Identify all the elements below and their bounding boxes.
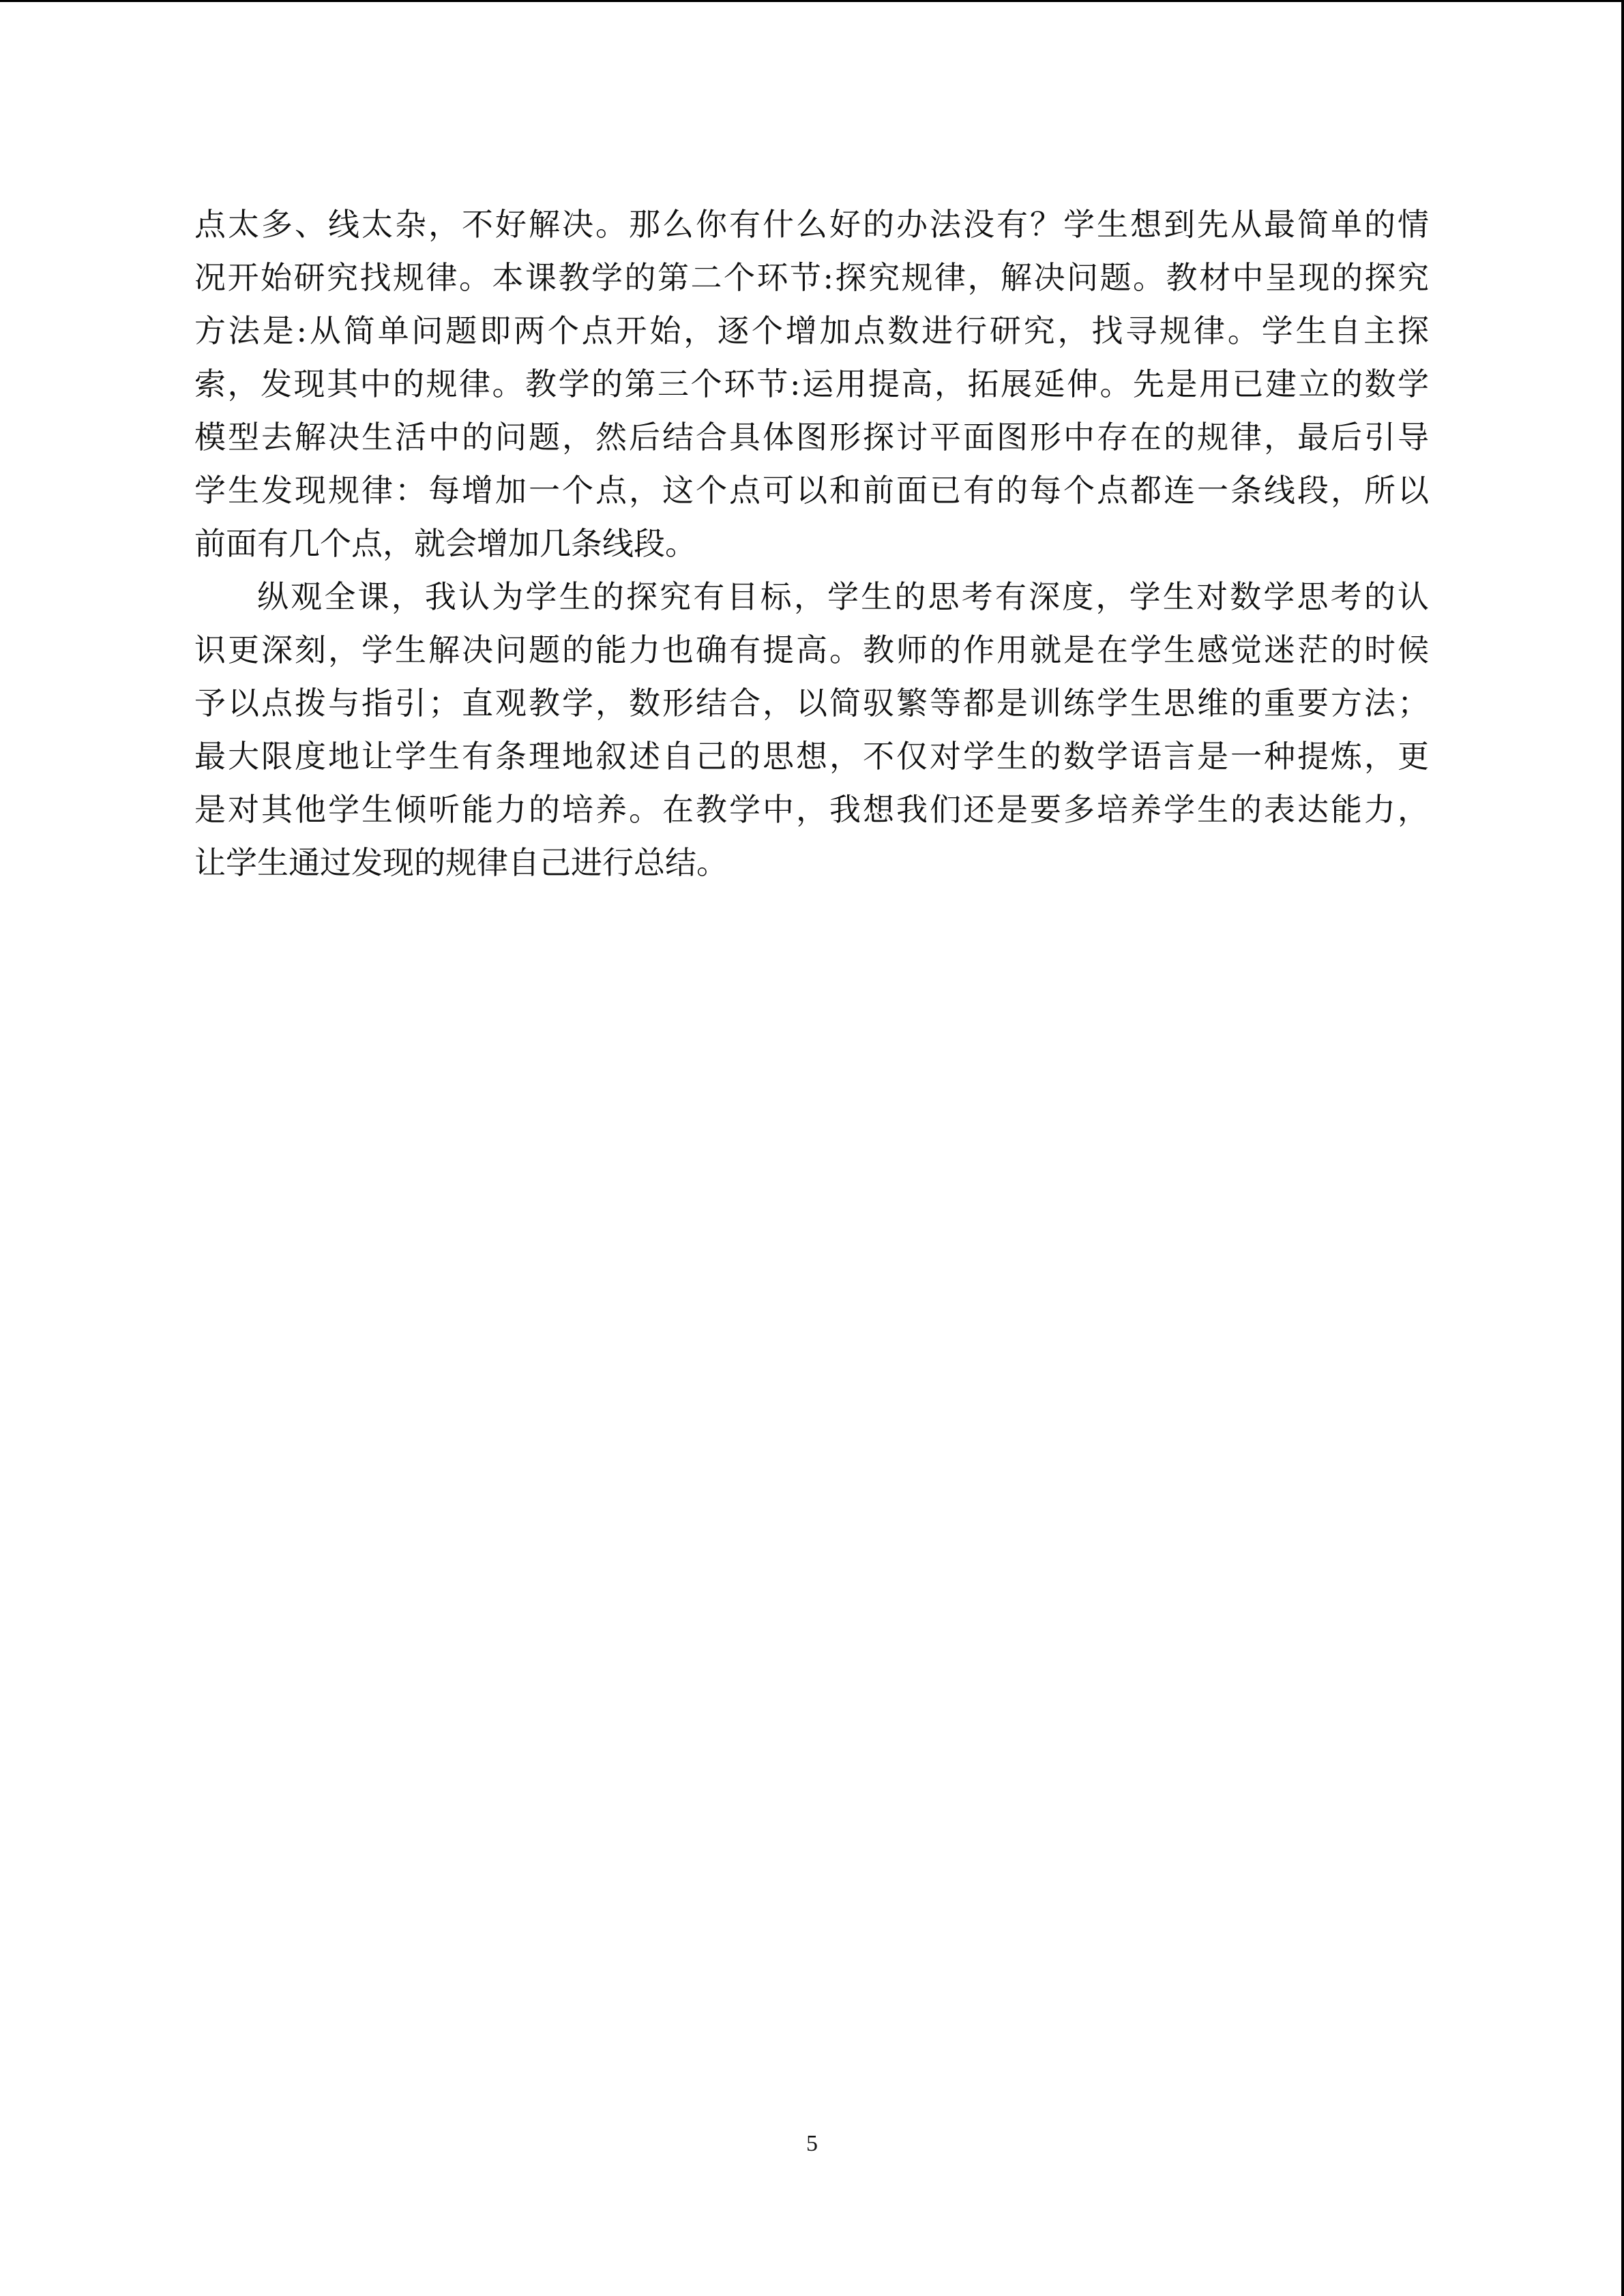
paragraph-1 bbox=[194, 198, 1429, 570]
page-number: 5 bbox=[806, 2131, 818, 2156]
text-line: 纵观全课，我认为学生的探究有目标，学生的思考有深度，学生对数学思考的认 bbox=[257, 578, 1429, 615]
text-line: 予以点拨与指引；直观教学，数形结合，以简驭繁等都是训练学生思维的重要方法； bbox=[194, 685, 1429, 721]
text-line: 学生发现规律：每增加一个点，这个点可以和前面已有的每个点都连一条线段，所以 bbox=[194, 472, 1429, 509]
text-line: 识更深刻，学生解决问题的能力也确有提高。教师的作用就是在学生感觉迷茫的时候 bbox=[194, 631, 1429, 668]
top-border-line bbox=[0, 0, 1624, 2]
text-line: 最大限度地让学生有条理地叙述自己的思想，不仅对学生的数学语言是一种提炼，更 bbox=[194, 738, 1429, 775]
text-line: 方法是:从简单问题即两个点开始，逐个增加点数进行研究，找寻规律。学生自主探 bbox=[194, 312, 1429, 349]
text-line: 况开始研究找规律。本课教学的第二个环节:探究规律，解决问题。教材中呈现的探究 bbox=[194, 259, 1429, 296]
text-line: 让学生通过发现的规律自己进行总结。 bbox=[194, 844, 728, 881]
paragraph-2 bbox=[194, 570, 1429, 889]
text-line: 模型去解决生活中的问题，然后结合具体图形探讨平面图形中存在的规律，最后引导 bbox=[194, 419, 1429, 456]
text-line: 是对其他学生倾听能力的培养。在教学中，我想我们还是要多培养学生的表达能力， bbox=[194, 791, 1429, 828]
text-line: 点太多、线太杂，不好解决。那么你有什么好的办法没有？学生想到先从最简单的情 bbox=[194, 206, 1429, 243]
right-border-line bbox=[1621, 0, 1624, 2296]
text-line: 前面有几个点，就会增加几条线段。 bbox=[194, 525, 696, 562]
document-body bbox=[194, 198, 1429, 889]
text-line: 索，发现其中的规律。教学的第三个环节:运用提高，拓展延伸。先是用已建立的数学 bbox=[194, 366, 1429, 402]
